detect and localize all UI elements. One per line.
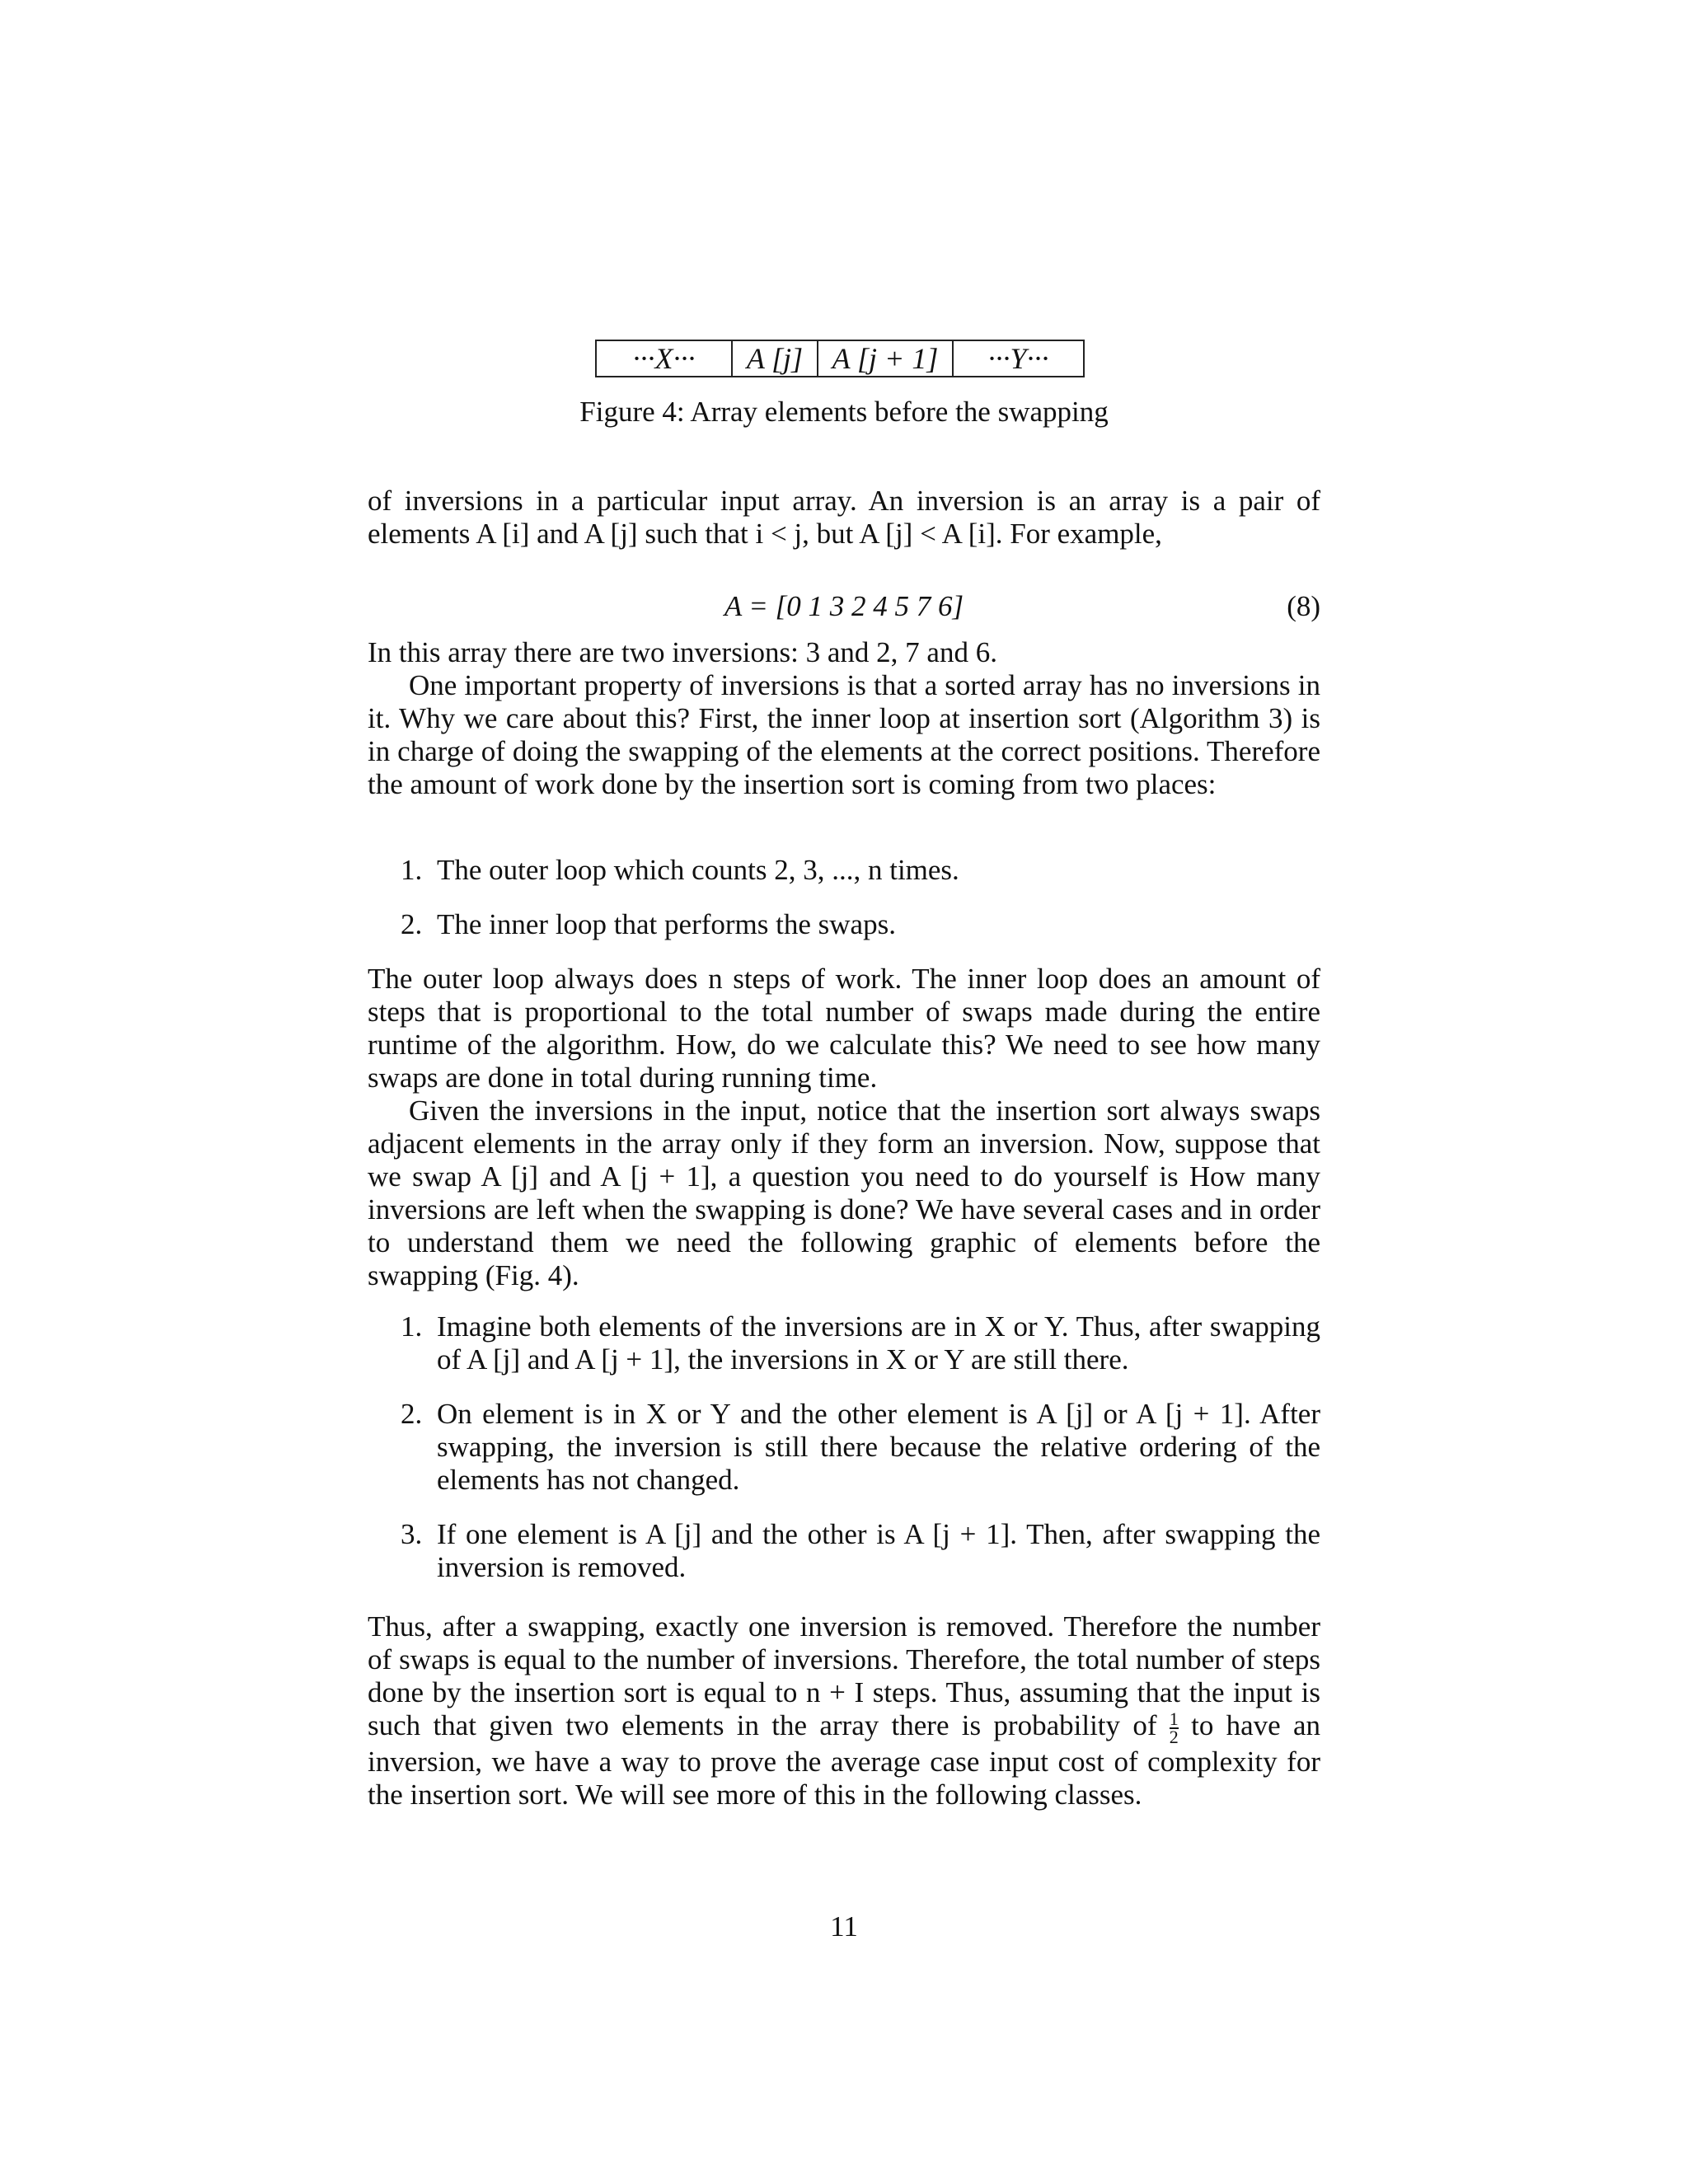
equation-number: (8) bbox=[1287, 590, 1320, 622]
list-item-number: 2. bbox=[401, 1398, 423, 1430]
figure-caption: Figure 4: Array elements before the swapping bbox=[579, 396, 1109, 428]
paragraph-4-5 bbox=[368, 963, 1320, 1292]
list-item-text: The outer loop which counts 2, 3, ..., n times. bbox=[437, 854, 959, 886]
paragraph-6a: Thus, after a swapping, exactly one inversion is removed. Therefore the number of swaps is equal to the number of inversions. Therefore, the total number of steps done by the insertion sort is equal to n + I steps. Thus, assuming that the input is such that given two elements in the array there is probability of bbox=[368, 1610, 1320, 1741]
list-work-sources bbox=[401, 854, 1320, 941]
paragraph-4: The outer loop always does n steps of work. The inner loop does an amount of steps that is proportional to the total number of swaps made during the entire runtime of the algorithm. How, do we calculate this? We need to see how many swaps are done in total during running time. bbox=[368, 963, 1320, 1094]
fraction-denominator: 2 bbox=[1169, 1726, 1179, 1747]
page-number: 11 bbox=[830, 1910, 858, 1943]
array-cell-y: ···Y··· bbox=[987, 342, 1049, 375]
paragraph-1 bbox=[368, 485, 1320, 551]
array-cell-aj1: A [j + 1] bbox=[818, 341, 954, 376]
list-item-text: Imagine both elements of the inversions are in X or Y. Thus, after swapping of A [j] and A [j + 1], the inversions in X or Y are still there. bbox=[437, 1310, 1320, 1376]
paragraph-5: Given the inversions in the input, notice that the insertion sort always swaps adjacent elements in the array only if they form an inversion. Now, suppose that we swap A [j] and A [j + 1], a question you need to do yourself is How many inversions are left when the swapping is done? We have several cases and in order to understand them we need the following graphic of elements before the swapping (Fig. 4). bbox=[368, 1094, 1320, 1291]
list-item bbox=[401, 908, 1320, 941]
list-item-text: On element is in X or Y and the other element is A [j] or A [j + 1]. After swapping, the inversion is still there because the relative ordering of the elements has not changed. bbox=[437, 1398, 1320, 1496]
list-item-number: 1. bbox=[401, 854, 423, 886]
list-item-text: If one element is A [j] and the other is A [j + 1]. Then, after swapping the inversion is removed. bbox=[437, 1518, 1320, 1583]
array-cell-aj: A [j] bbox=[733, 341, 818, 376]
paragraph-6 bbox=[368, 1610, 1320, 1811]
paragraph-3: One important property of inversions is that a sorted array has no inversions in it. Why we care about this? First, the inner loop at insertion sort (Algorithm 3) is in charge of doing the swapping of the elements at the correct positions. Therefore the amount of work done by the insertion sort is coming from two places: bbox=[368, 669, 1320, 800]
paragraph-6b: to have an inversion, we have a way to prove the average case input cost of complexity for the insertion sort. We will see more of this in the following classes. bbox=[368, 1709, 1321, 1811]
array-figure bbox=[595, 340, 1085, 377]
fraction-numerator: 1 bbox=[1169, 1708, 1179, 1729]
list-item bbox=[401, 1518, 1320, 1584]
list-item bbox=[401, 1310, 1320, 1376]
array-cell-x: ···X··· bbox=[597, 341, 733, 376]
equation-8 bbox=[368, 590, 1320, 623]
list-item bbox=[401, 1398, 1320, 1497]
fraction-one-half bbox=[1169, 1708, 1179, 1747]
paragraph-6-text bbox=[368, 1610, 1320, 1811]
list-item-number: 3. bbox=[401, 1518, 423, 1550]
paragraph-1-text: of inversions in a particular input array. An inversion is an array is a pair of elements A [i] and A [j] such that i < j, but A [j] < A [i]. For example, bbox=[368, 485, 1320, 550]
list-item-number: 1. bbox=[401, 1310, 423, 1343]
paragraph-2-3 bbox=[368, 636, 1320, 801]
list-item-number: 2. bbox=[401, 908, 423, 940]
list-item bbox=[401, 854, 1320, 887]
paragraph-2: In this array there are two inversions: 3 and 2, 7 and 6. bbox=[368, 636, 997, 668]
list-item-text: The inner loop that performs the swaps. bbox=[437, 908, 896, 940]
equation-text: A = [0 1 3 2 4 5 7 6] bbox=[724, 590, 964, 622]
list-cases bbox=[401, 1310, 1320, 1584]
